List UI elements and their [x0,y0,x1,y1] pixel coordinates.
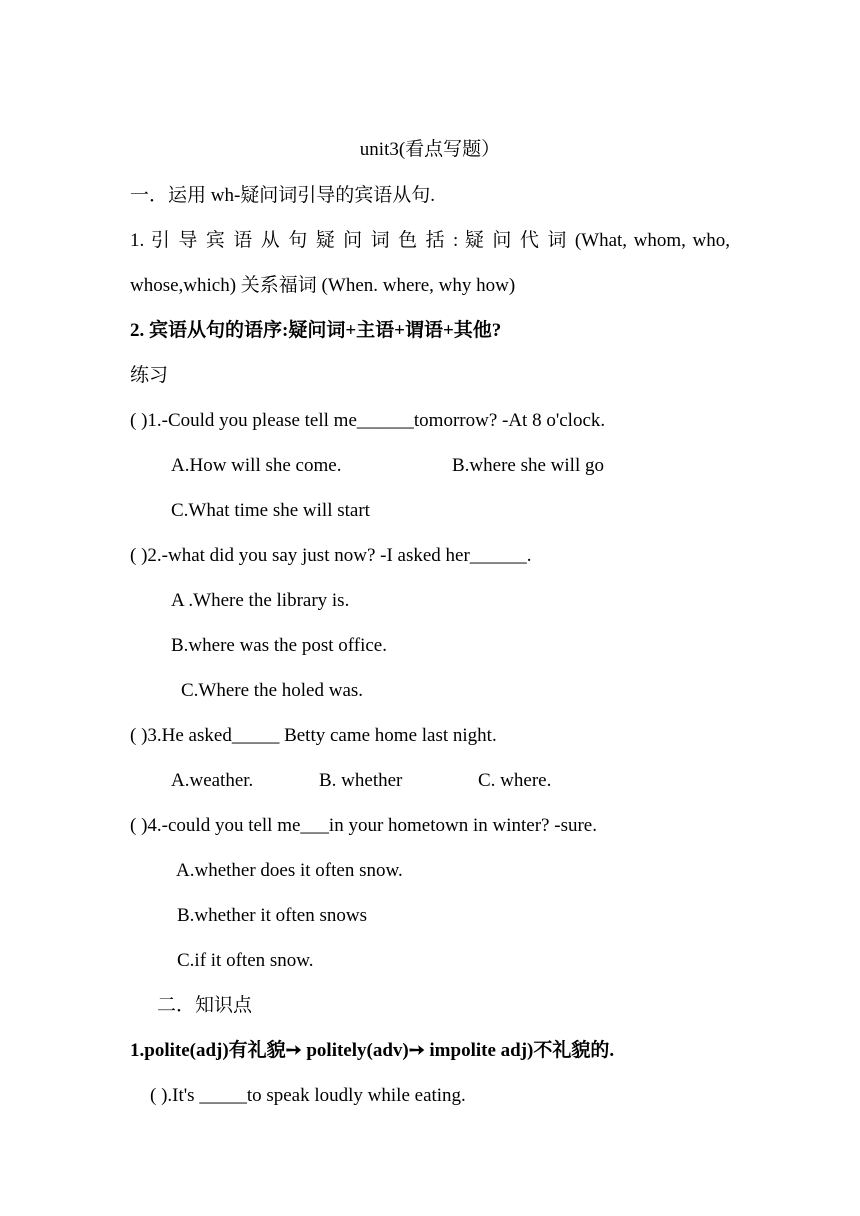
question-2-stem: ( )2.-what did you say just now? -I asked her______. [130,545,532,566]
section1-point1-line1: 1. 引 导 宾 语 从 句 疑 问 词 色 括 : 疑 问 代 词 (What, whom, who, [130,230,730,251]
question-3-stem: ( )3.He asked_____ Betty came home last night. [130,725,497,746]
practice-label: 练习 [130,365,169,386]
question-4-option-b: B.whether it often snows [177,905,367,926]
question-4-option-c: C.if it often snow. [177,950,314,971]
question-3-option-a: A.weather. [171,770,254,791]
question-4-option-a: A.whether does it often snow. [176,860,403,881]
question-1-option-c: C.What time she will start [171,500,370,521]
question-4-stem: ( )4.-could you tell me___in your hometown in winter? -sure. [130,815,597,836]
question-1-stem: ( )1.-Could you please tell me______tomorrow? -At 8 o'clock. [130,410,606,431]
question-3-option-b: B. whether [319,770,403,791]
question-1-option-a: A.How will she come. [171,455,342,476]
question-1-option-b: B.where she will go [452,455,604,476]
section2-point1: 1.polite(adj)有礼貌➙ politely(adv)➙ impolite adj)不礼貌的. [130,1040,615,1061]
question-2-option-b: B.where was the post office. [171,635,387,656]
question-3-option-c: C. where. [478,770,552,791]
section1-point1-line2: whose,which) 关系福词 (When. where, why how) [130,275,516,296]
question-2-option-c: C.Where the holed was. [181,680,364,701]
section1-heading: 一．运用 wh-疑问词引导的宾语从句. [130,185,436,206]
section2-heading: 二．知识点 [157,995,253,1016]
section2-question: ( ).It's _____to speak loudly while eating. [150,1085,466,1106]
section1-point2: 2. 宾语从句的语序:疑问词+主语+谓语+其他? [130,320,502,341]
document-title: unit3(看点写题） [359,139,501,160]
question-2-option-a: A .Where the library is. [171,590,350,611]
